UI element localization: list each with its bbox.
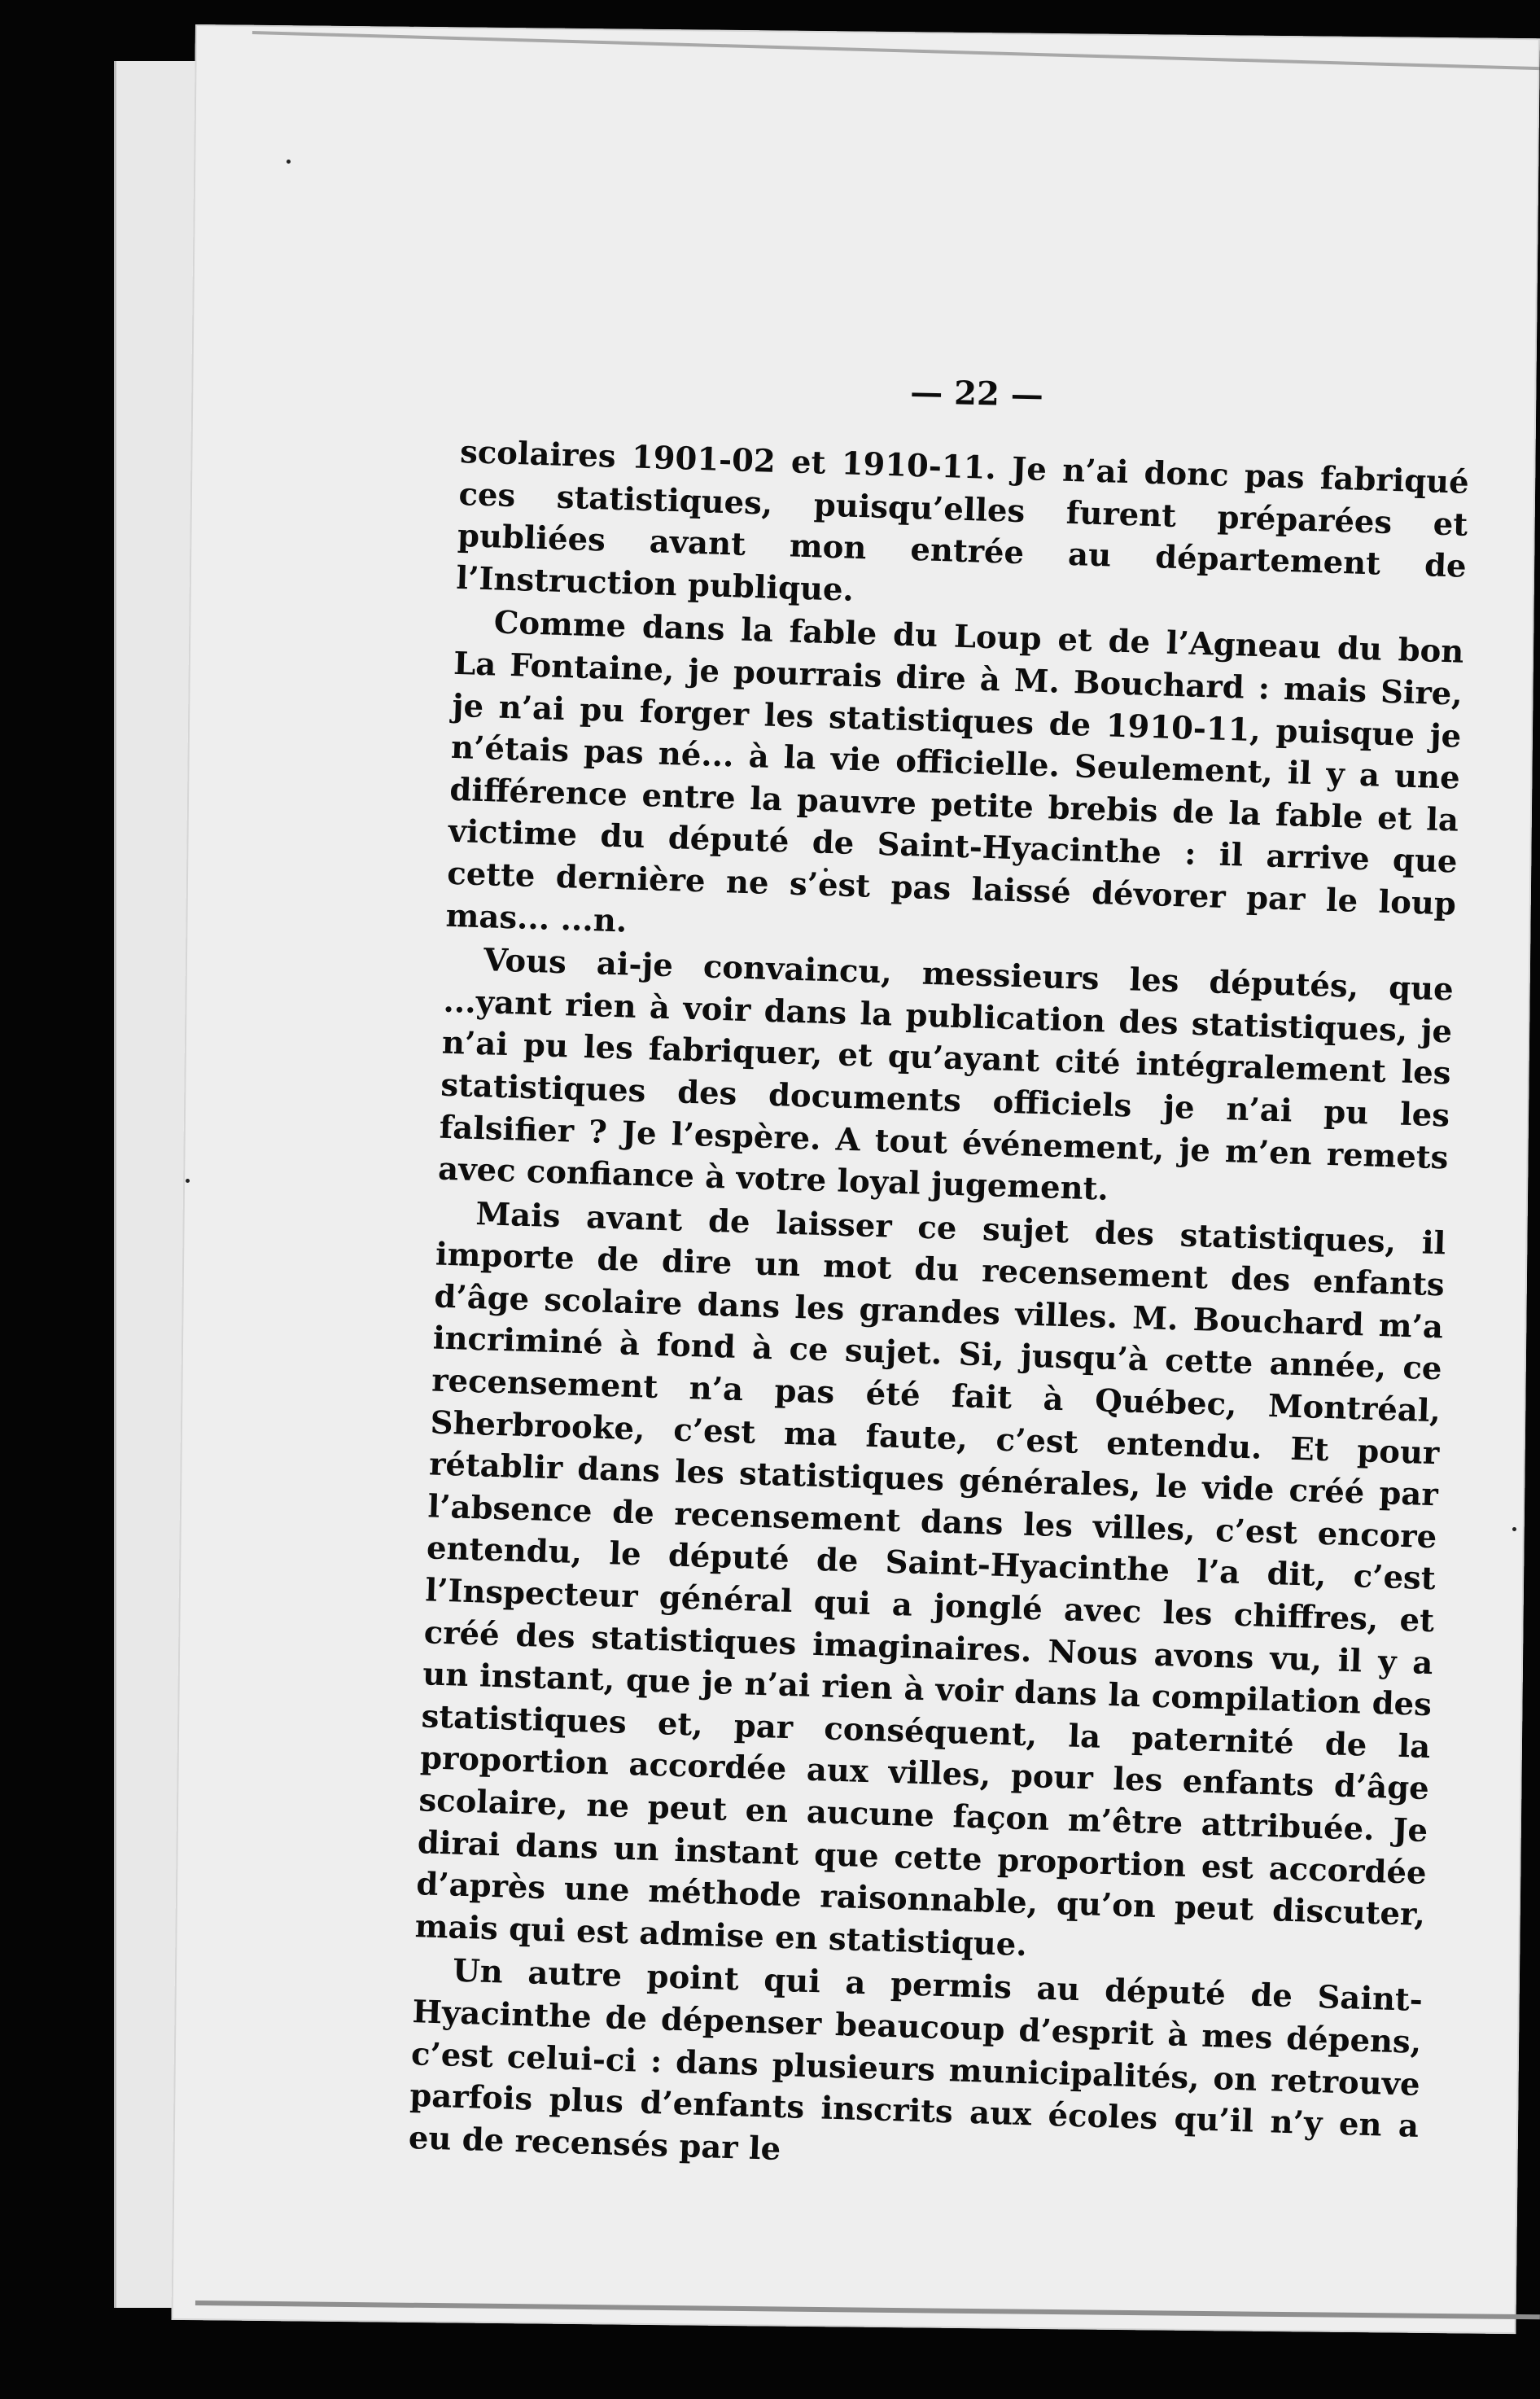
dust-speck [1512, 1527, 1516, 1531]
paragraph: scolaires 1901-02 et 1910-11. Je n’ai donc pas fabriqué ces statistiques, puisqu’elles furent préparées et publiées avant mon entrée au département de l’Instruction publique. [455, 433, 1470, 609]
paragraph: Mais avant de laisser ce sujet des statistiques, il importe de dire un mot du recensement des enfants d’âge scolaire dans les grandes villes. M. Bouchard m’a incriminé à fond à ce sujet. Si, jusqu’à cette année, ce recensement n’a pas été fait à Québec, Montréal, Sherbrooke, c’est ma faute, c’est entendu. Et pour rétablir dans les statistiques générales, le vide créé par l’absence de recensement dans les villes, c’est encore entendu, le député de Saint-Hyacinthe l’a dit, c’est l’Inspecteur général qui a jonglé avec les chiffres, et créé des statistiques imaginaires. Nous avons vu, il y a un instant, que je n’ai rien à voir dans la compilation des statistiques et, par conséquent, la paternité de la proportion accordée aux villes, pour les enfants d’âge scolaire, ne peut en aucune façon m’être attribuée. Je dirai dans un instant que cette proportion est accordée d’après une méthode raisonnable, qu’on peut discuter, mais qui est admise en statistique. [414, 1195, 1446, 1963]
paragraph: Comme dans la fable du Loup et de l’Agneau du bon La Fontaine, je pourrais dire à M. Bouchard : mais Sire, je n’ai pu forger les statistiques de 1910-11, puisque je n’étais pas né... à la vie officielle. Seulement, il y a une différence entre la pauvre petite brebis de la fable et la victime du député de Saint-Hyacinthe : il arrive que cette dernière ne s’est pas laissé dévorer par le loup mas... ...n. [445, 604, 1464, 940]
body-text [408, 431, 1469, 2190]
paragraph: Un autre point qui a permis au député de Saint-Hyacinthe de dépenser beaucoup d’esprit à mes dépens, c’est celui-ci : dans plusieurs municipalités, on retrouve parfois plus d’enfants inscrits aux écoles qu’il n’y en a eu de recensés par le [408, 1952, 1424, 2168]
page-number: — 22 — [909, 373, 1044, 414]
paragraph: Vous ai-je convaincu, messieurs les députés, que ...yant rien à voir dans la publication des statistiques, je n’ai pu les fabriquer, et qu’ayant cité intégralement les statistiques des documents officiels je n’ai pu les falsifier ? Je l’espère. A tout événement, je m’en remets avec confiance à votre loyal jugement. [437, 942, 1455, 1208]
dust-speck [287, 160, 291, 164]
dust-speck [186, 1179, 190, 1183]
